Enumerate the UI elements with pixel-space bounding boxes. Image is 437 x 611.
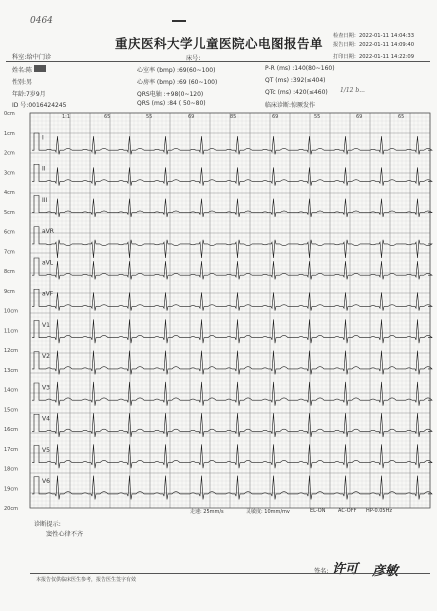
scale-label: 2cm [4,150,15,157]
filter-hp: HP-0.05Hz [366,508,392,514]
beat-marker: 65 [398,114,405,120]
beat-marker: 85 [230,114,237,120]
ecg-trace [32,351,432,375]
scale-label: 13cm [4,367,18,374]
ecg-trace [32,289,432,310]
lead-label: III [42,196,48,204]
scale-label: 8cm [4,269,15,275]
lead-label: aVR [42,228,54,235]
signature-label: 签名: [314,568,329,575]
atrial-rate: 心室率 (bmp) :69(60~100) [137,67,216,74]
scale-label: 15cm [4,407,18,414]
ecg-trace [32,258,432,279]
lead-label: V4 [42,415,50,423]
scale-label: 18cm [4,466,18,473]
ecg-trace [32,476,432,500]
ecg-trace [32,196,432,217]
beat-marker: 69 [272,114,279,120]
pr-interval: P-R (ms) :140(80~160) [265,65,335,72]
qrs-duration: QRS (ms) :84 ( 50~80) [137,100,206,107]
scale-label: 0cm [4,111,15,117]
pen-mark [172,20,186,22]
beat-marker: 65 [104,114,111,120]
scale-label: 17cm [4,446,18,453]
lead-label: V2 [42,353,50,360]
scale-label: 12cm [4,348,18,354]
patient-name: 姓名:陈 [12,67,33,74]
lead-label: V3 [42,384,50,392]
lead-label: V1 [42,321,50,329]
department: 科室:给中门诊 [12,54,52,61]
disclaimer: 本报告仅供临床医生参考，报告医生签字有效 [36,577,137,583]
lead-label: aVF [42,290,54,298]
report-title: 重庆医科大学儿童医院心电图报告单 [115,36,324,51]
lead-label: V5 [42,446,50,454]
scale-label: 19cm [4,486,18,493]
name-redaction [34,65,46,72]
scale-label: 1cm [4,130,15,137]
scale-label: 11cm [4,328,18,335]
ecg-trace [32,133,432,154]
beat-marker: 1:1 [62,114,71,120]
ecg-trace [32,382,432,406]
beat-marker: 55 [146,114,153,120]
beat-marker: 55 [314,114,321,120]
exam-date: 检查日期：2022-01-11 14:04:33 [333,33,415,39]
diagnosis-label: 诊断提示: [34,521,61,528]
ecg-trace [32,319,432,343]
ecg-tracing-area [0,110,437,516]
bed-label: 床号: [186,55,201,62]
lead-label: II [42,165,46,173]
patient-sex: 性别:男 [12,79,33,86]
header-divider [6,61,430,62]
qrs-axis: QRS电轴 :+98(0~120) [137,91,204,98]
qt-interval: QT (ms) :392(≤404) [265,77,326,84]
scale-label: 9cm [4,288,15,295]
diagnosis-text: 窦性心律不齐 [46,531,84,538]
report-date: 报告日期：2022-01-11 14:09:40 [333,42,415,48]
heart-rate: 心房率 (bmp) :69 (60~100) [137,79,218,86]
scale-label: 20cm [4,506,18,512]
beat-marker: 69 [188,114,195,120]
scale-label: 16cm [4,427,18,433]
ecg-grid [0,110,437,516]
print-date: 打印日期：2022-01-11 14:22:09 [333,54,415,60]
lead-label: aVL [42,259,54,267]
scale-label: 4cm [4,190,15,196]
scale-label: 14cm [4,387,18,394]
signature-name-2: 彦敏 [372,564,399,579]
scale-label: 3cm [4,170,15,177]
scale-label: 6cm [4,229,15,236]
major-grid [30,113,430,508]
paper-speed: 走速: 25mm/s [190,509,224,515]
scale-label: 7cm [4,249,15,256]
patient-id: ID 号:0016424245 [12,102,67,109]
ecg-trace [32,444,432,468]
patient-age: 年龄:7岁9月 [12,91,46,98]
handwritten-number: 0464 [30,16,53,26]
qtc-interval: QTc (ms) :420(≤460) [265,89,328,96]
signature-name-1: 许可 [332,562,359,577]
clinical-diagnosis: 临床诊断:惊厥发作 [265,102,316,109]
footer-divider [30,573,430,574]
ecg-trace [32,227,432,258]
scale-label: 10cm [4,308,18,315]
handwritten-note: 1/12 b... [340,87,365,94]
gain: 灵敏度: 10mm/mv [246,509,290,515]
ecg-trace [32,164,432,185]
filter-el: EL-ON [310,508,326,514]
scale-label: 5cm [4,209,15,216]
lead-label: V6 [42,478,50,485]
lead-label: I [42,134,44,142]
filter-ac: AC-OFF [338,508,357,514]
beat-marker: 69 [356,114,363,120]
